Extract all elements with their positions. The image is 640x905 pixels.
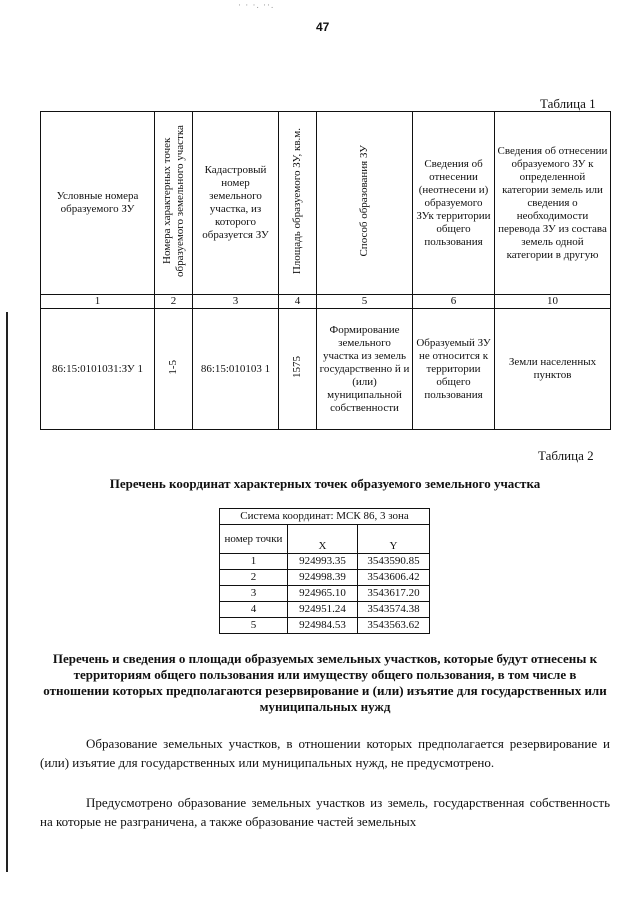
coord-y: 3543590.85	[358, 554, 430, 570]
table2-title: Перечень координат характерных точек образуемого земельного участка	[109, 476, 541, 491]
coord-header-row	[220, 525, 430, 554]
header-y: Y	[358, 525, 430, 554]
coord-x: 924993.35	[288, 554, 358, 570]
col-number: 10	[495, 295, 611, 309]
margin-line	[6, 312, 8, 872]
coord-y: 3543574.38	[358, 602, 430, 618]
col-number: 4	[279, 295, 317, 309]
coord-point: 1	[220, 554, 288, 570]
coord-row	[220, 586, 430, 602]
paragraph-reservation: Образование земельных участков, в отношении которых предполагается резервирование и (или) изъятие для государственных или муниципальных нужд, не предусмотрено.	[40, 736, 610, 770]
section-heading: Перечень и сведения о площади образуемых земельных участков, которые будут отнесены к территориям общего пользования или имуществу общего пользования, в том числе в отношении которых предполагаются резервирование и (или) изъятие для государственных или муниципальных нужд	[43, 651, 607, 714]
header-formation-method: Способ образования ЗУ	[317, 112, 413, 295]
cell-formation-method: Формирование земельного участка из земель государственно й и (или) муниципальной собственности	[317, 309, 413, 430]
col-number: 5	[317, 295, 413, 309]
coord-y: 3543563.62	[358, 618, 430, 634]
coord-x: 924998.39	[288, 570, 358, 586]
coord-point: 4	[220, 602, 288, 618]
cell-cadastral-number: 86:15:010103 1	[193, 309, 279, 430]
header-conditional-number: Условные номера образуемого ЗУ	[41, 112, 155, 295]
cell-area: 1575	[279, 309, 317, 430]
col-number: 6	[413, 295, 495, 309]
table1-caption: Таблица 1	[540, 96, 596, 111]
coord-x: 924951.24	[288, 602, 358, 618]
coord-y: 3543617.20	[358, 586, 430, 602]
coord-point: 5	[220, 618, 288, 634]
table1-number-row	[41, 295, 611, 309]
table2-caption: Таблица 2	[538, 448, 594, 463]
coord-x: 924984.53	[288, 618, 358, 634]
coord-row	[220, 618, 430, 634]
col-number: 3	[193, 295, 279, 309]
cell-point-numbers: 1-5	[155, 309, 193, 430]
scan-artifact: · · ·. ··.	[238, 0, 275, 10]
header-public-use: Сведения об отнесении (неотнесени и) образуемого ЗУк территории общего пользования	[413, 112, 495, 295]
table1-data-row	[41, 309, 611, 430]
page-number: 47	[316, 20, 330, 34]
coord-row	[220, 554, 430, 570]
header-cadastral-number: Кадастровый номер земельного участка, из которого образуется ЗУ	[193, 112, 279, 295]
cell-land-category: Земли населенных пунктов	[495, 309, 611, 430]
header-land-category: Сведения об отнесении образуемого ЗУ к определенной категории земель или сведения о необходимости перевода ЗУ из состава земель одной категории в другую	[495, 112, 611, 295]
coord-point: 2	[220, 570, 288, 586]
table1-header-row	[41, 112, 611, 295]
coord-y: 3543606.42	[358, 570, 430, 586]
header-point: номер точки	[220, 525, 288, 554]
header-point-numbers: Номера характерных точек образуемого земельного участка	[155, 112, 193, 295]
land-plot-table	[40, 111, 611, 430]
col-number: 1	[41, 295, 155, 309]
col-number: 2	[155, 295, 193, 309]
coord-system: Система координат: МСК 86, 3 зона	[220, 509, 430, 525]
coordinates-table	[219, 508, 430, 634]
coord-row	[220, 602, 430, 618]
coord-system-row	[220, 509, 430, 525]
coord-x: 924965.10	[288, 586, 358, 602]
header-area: Площадь образуемого ЗУ, кв.м.	[279, 112, 317, 295]
coord-point: 3	[220, 586, 288, 602]
coord-row	[220, 570, 430, 586]
header-x: X	[288, 525, 358, 554]
cell-conditional-number: 86:15:0101031:ЗУ 1	[41, 309, 155, 430]
cell-public-use: Образуемый ЗУ не относится к территории общего пользования	[413, 309, 495, 430]
paragraph-formation: Предусмотрено образование земельных участков из земель, государственная собственность на которые не разграничена, а также образование частей земельных	[40, 795, 610, 829]
